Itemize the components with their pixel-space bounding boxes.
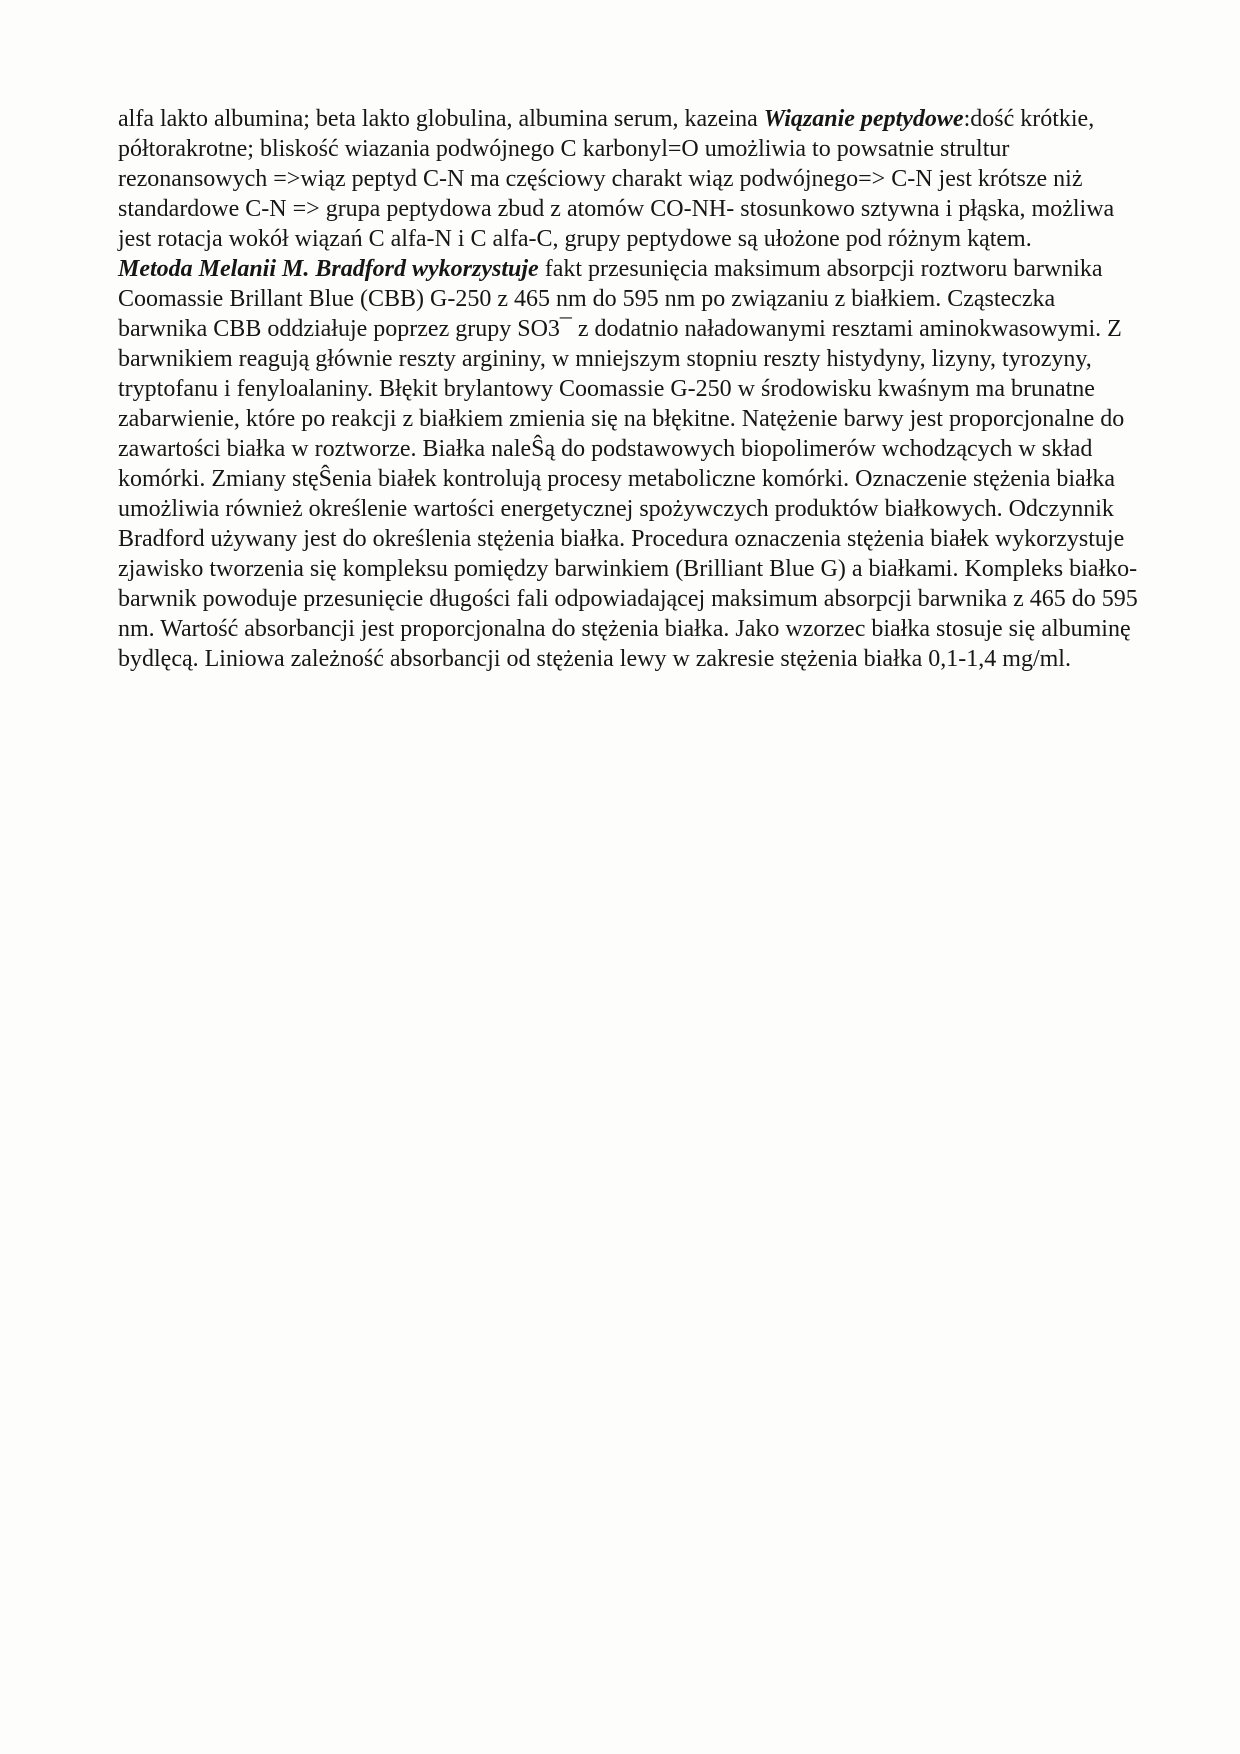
emphasis-text-run: Metoda Melanii M. Bradford wykorzystuje [118,256,539,282]
emphasis-text-run: Wiązanie peptydowe [763,106,964,132]
text-run: :dość krótkie, półtorakrotne; bliskość wiazania podwójnego C karbonyl=O umożliwia to powsatnie strultur rezonansowych =>wiąz peptyd C-N ma częściowy charakt wiąz podwójnego=> C-N jest krótsze niż standardowe C-N => grupa peptydowa zbud z atomów CO-NH- stosunkowo sztywna i płąska, możliwa jest rotacja wokół wiązań C alfa-N i C alfa-C, grupy peptydowe są ułożone pod różnym kątem. [118,106,1115,252]
bradford-method-paragraph [118,254,1140,674]
text-run: fakt przesunięcia maksimum absorpcji roztworu barwnika Coomassie Brillant Blue (CBB) G-250 z 465 nm do 595 nm po związaniu z białkiem. Cząsteczka barwnika CBB oddziałuje poprzez grupy SO3¯ z dodatnio naładowanymi resztami aminokwasowymi. Z barwnikiem reagują głównie reszty argininy, w mniejszym stopniu reszty histydyny, lizyny, tyrozyny, tryptofanu i fenyloalaniny. Błękit brylantowy Coomassie G-250 w środowisku kwaśnym ma brunatne zabarwienie, które po reakcji z białkiem zmienia się na błękitne. Natężenie barwy jest proporcjonalne do zawartości białka w roztworze. Białka naleŜą do podstawowych biopolimerów wchodzących w skład komórki. Zmiany stęŜenia białek kontrolują procesy metaboliczne komórki. Oznaczenie stężenia białka umożliwia również określenie wartości energetycznej spożywczych produktów białkowych. Odczynnik Bradford używany jest do określenia stężenia białka. Procedura oznaczenia stężenia białek wykorzystuje zjawisko tworzenia się kompleksu pomiędzy barwinkiem (Brilliant Blue G) a białkami. Kompleks białko-barwnik powoduje przesunięcie długości fali odpowiadającej maksimum absorpcji barwnika z 465 do 595 nm. Wartość absorbancji jest proporcjonalna do stężenia białka. Jako wzorzec białka stosuje się albuminę bydlęcą. Liniowa zależność absorbancji od stężenia lewy w zakresie stężenia białka 0,1-1,4 mg/ml. [118,256,1138,672]
peptide-bond-paragraph [118,104,1140,254]
document-text-block [118,104,1140,674]
text-run: alfa lakto albumina; beta lakto globulina, albumina serum, kazeina [118,106,764,132]
